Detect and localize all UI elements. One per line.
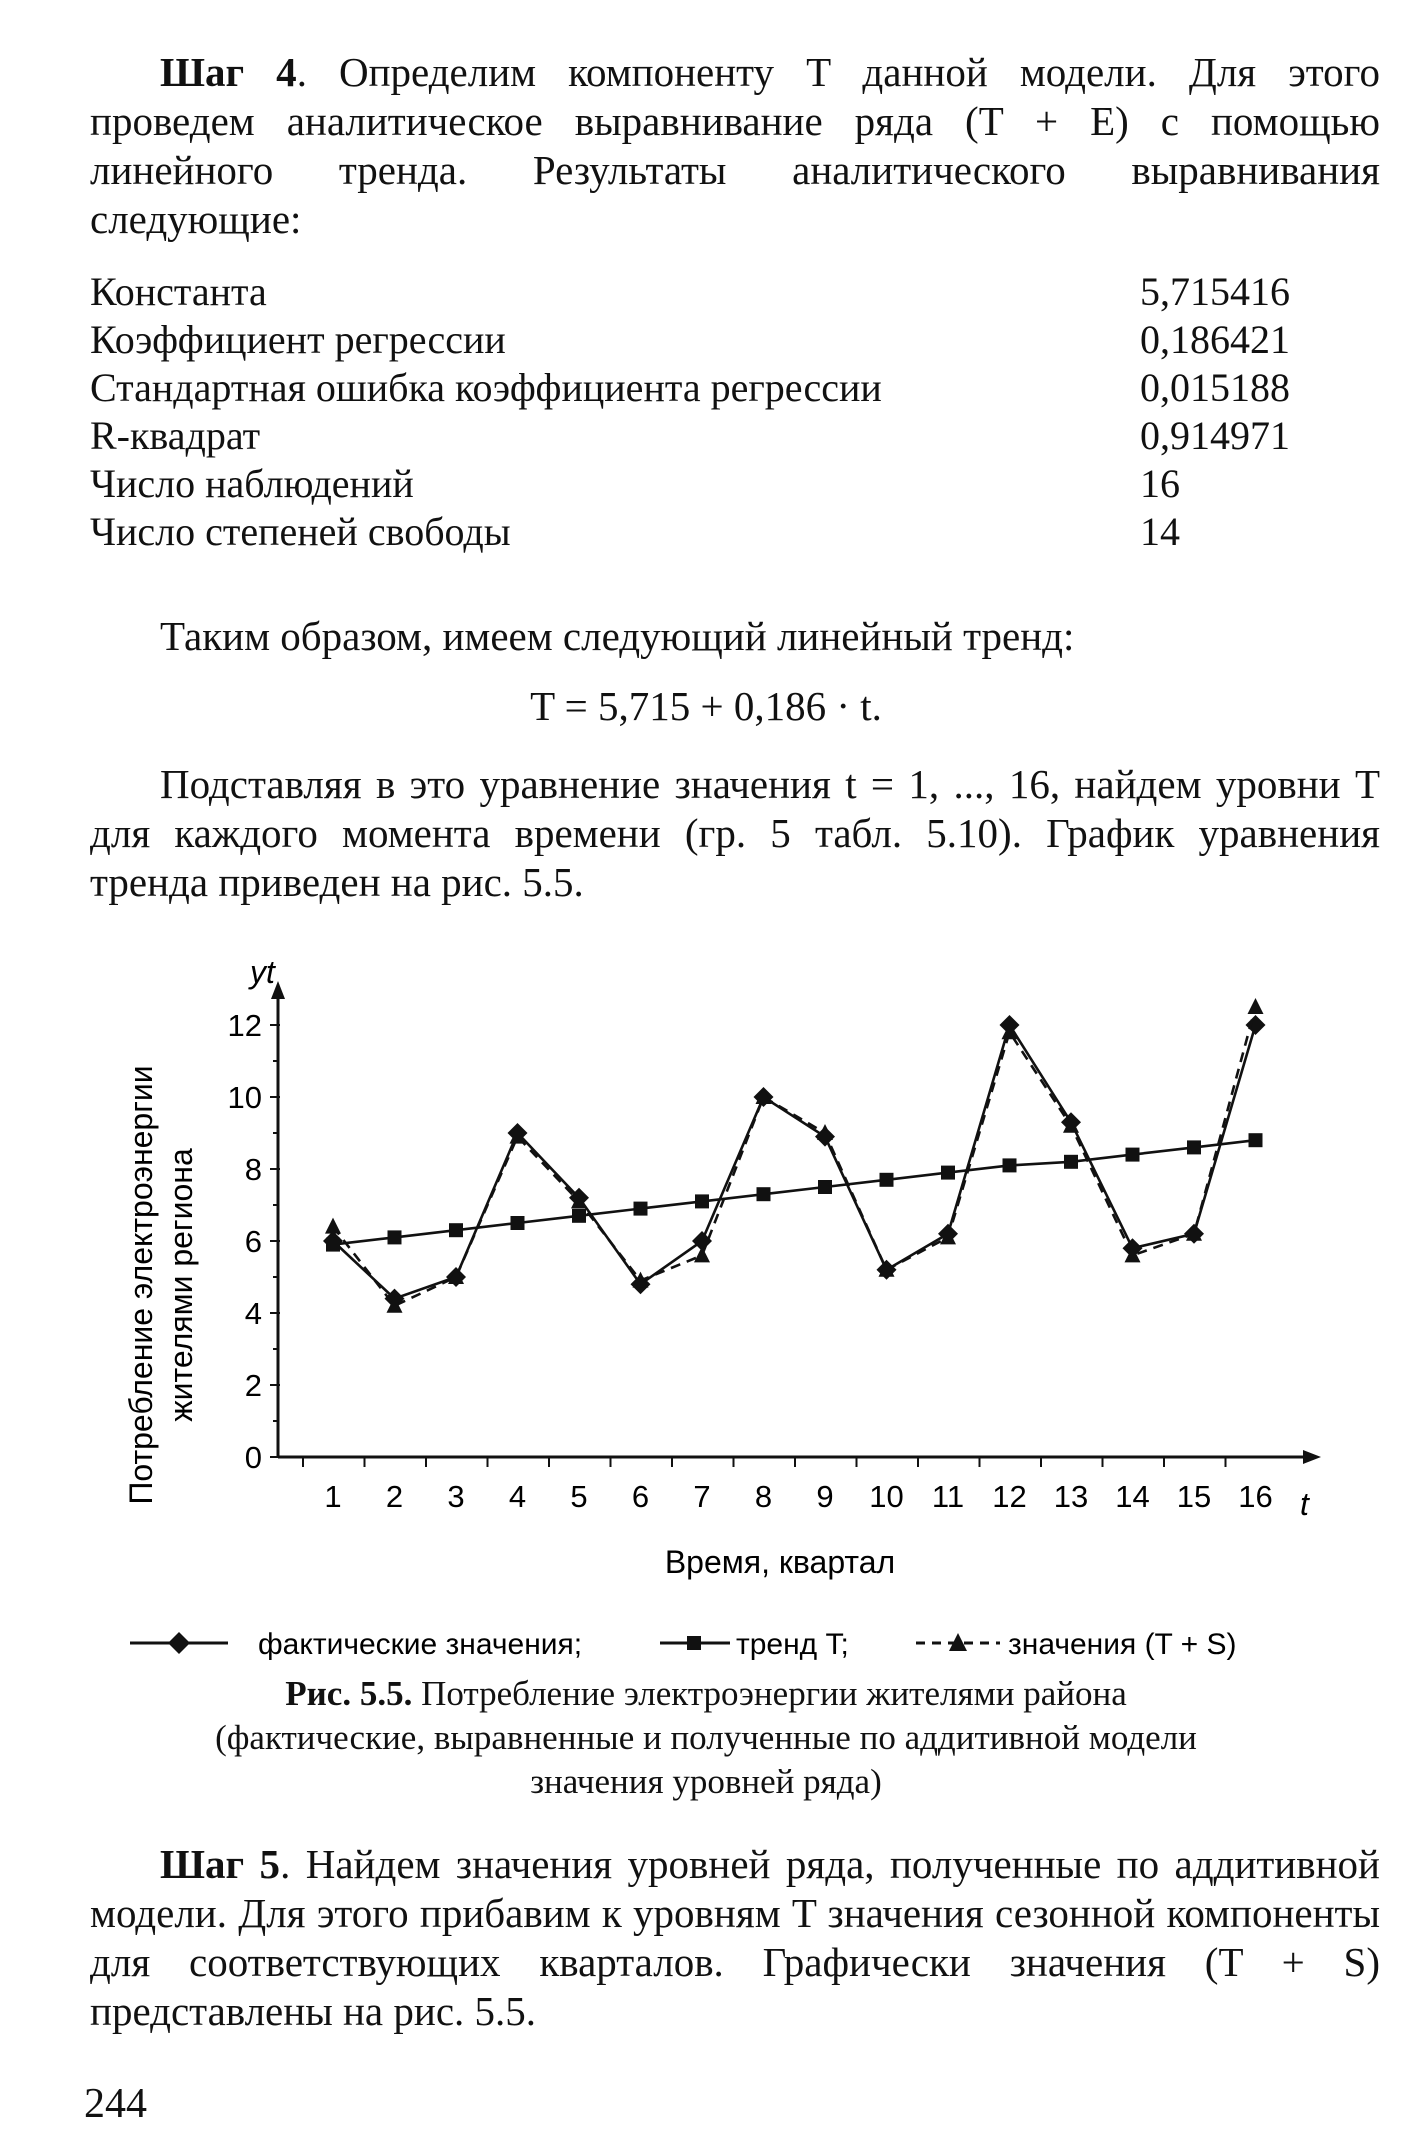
stat-label: Константа (90, 269, 267, 314)
trend-formula: T = 5,715 + 0,186 · t. (530, 683, 882, 729)
step4-paragraph (90, 48, 1380, 244)
substitution-paragraph: Подставляя в это уравнение значения t = 1, ..., 16, найдем уровни T для каждого момента времени (гр. 5 табл. 5.10). График уравнения тренда приведен на рис. 5.5. (90, 761, 1380, 905)
legend-ts-text: значения (T + S) (1008, 1628, 1237, 1661)
x-tick-label: 12 (992, 1479, 1027, 1514)
x-tick-label: 10 (869, 1479, 904, 1514)
stat-row (90, 460, 1320, 508)
caption-line1-text: Потребление электроэнергии жителями района (421, 1674, 1127, 1713)
figure-caption (0, 1672, 1412, 1804)
y-tick-label: 10 (227, 1080, 262, 1115)
x-tick-label: 1 (324, 1479, 342, 1514)
data-point (694, 1246, 710, 1262)
step5-text: . Найдем значения уровней ряда, полученные по аддитивной модели. Для этого прибавим к уровням T значения сезонной компоненты для соответствующих кварталов. Графически значения (T + S) представлены на рис. 5.5. (90, 1841, 1380, 2034)
x-tick-label: 11 (931, 1479, 965, 1514)
stat-label: R-квадрат (90, 413, 261, 458)
x-tick-label: 15 (1176, 1479, 1212, 1514)
stat-label: Число наблюдений (90, 461, 414, 506)
data-point (326, 1238, 340, 1252)
data-point (1248, 998, 1264, 1014)
x-tick-label: 7 (693, 1479, 711, 1514)
x-tick-label: 9 (816, 1479, 834, 1514)
x-tick-label: 4 (508, 1479, 527, 1514)
stat-label: Стандартная ошибка коэффициента регрессии (90, 365, 882, 410)
data-point (695, 1194, 709, 1208)
chart-legend (0, 1618, 1412, 1668)
stat-row (90, 316, 1320, 364)
stat-value: 0,914971 (1140, 413, 1290, 458)
data-point (634, 1202, 648, 1216)
figure-5-5 (0, 935, 1412, 1655)
caption-label: Рис. 5.5. (285, 1674, 413, 1713)
data-point (1003, 1158, 1017, 1172)
chart-svg (0, 935, 1412, 1655)
series-line (333, 1140, 1256, 1244)
x-tick-label: 8 (754, 1479, 773, 1514)
stat-value: 14 (1140, 509, 1180, 554)
y-tick-label: 12 (227, 1008, 262, 1043)
y-tick-label: 2 (244, 1368, 262, 1403)
x-tick-label: 3 (447, 1479, 465, 1514)
legend-svg (0, 1618, 1412, 1668)
y-tick-label: 8 (244, 1152, 262, 1187)
x-axis-arrow-icon (1303, 1450, 1321, 1464)
stat-value: 0,186421 (1140, 317, 1290, 362)
y-axis-label-line2: жителями региона (163, 1148, 199, 1422)
legend-item-ts (916, 1628, 1237, 1661)
y-axis-label-line1: Потребление электроэнергии (123, 1065, 159, 1505)
stat-value: 16 (1140, 461, 1180, 506)
data-point (388, 1230, 402, 1244)
y-axis-symbol: yt (250, 954, 275, 990)
data-point (757, 1187, 771, 1201)
page-number: 244 (84, 2081, 147, 2127)
x-tick-label: 6 (631, 1479, 650, 1514)
caption-line1 (0, 1672, 1412, 1716)
step5-paragraph (90, 1840, 1380, 2036)
x-tick-label: 13 (1053, 1479, 1089, 1514)
legend-actual-text: фактические значения; (258, 1628, 583, 1661)
y-tick-label: 6 (244, 1224, 262, 1259)
x-axis-label: Время, квартал (664, 1544, 896, 1580)
data-point (1126, 1148, 1140, 1162)
x-axis-symbol: t (1300, 1486, 1309, 1522)
stat-label: Число степеней свободы (90, 509, 511, 554)
legend-item-trend (660, 1628, 849, 1661)
y-tick-label: 4 (244, 1296, 262, 1331)
x-tick-label: 2 (385, 1479, 404, 1514)
series-layer (323, 998, 1266, 1313)
regression-results (90, 268, 1320, 556)
stat-value: 0,015188 (1140, 365, 1290, 410)
x-tick-label: 16 (1238, 1479, 1273, 1514)
data-point (1187, 1140, 1201, 1154)
stat-row (90, 412, 1320, 460)
data-point (818, 1180, 832, 1194)
series-0 (323, 1015, 1266, 1309)
data-point (1246, 1015, 1266, 1035)
data-point (1249, 1133, 1263, 1147)
caption-line3: значения уровней ряда) (530, 1762, 882, 1801)
trend-intro: Таким образом, имеем следующий линейный тренд: (160, 613, 1075, 659)
data-point (325, 1218, 341, 1234)
caption-line2: (фактические, выравненные и полученные по аддитивной модели (215, 1718, 1197, 1757)
data-point (880, 1173, 894, 1187)
data-point (572, 1209, 586, 1223)
stat-label: Коэффициент регрессии (90, 317, 506, 362)
stat-value: 5,715416 (1140, 269, 1290, 314)
data-point (449, 1223, 463, 1237)
square-marker-icon (687, 1636, 701, 1650)
legend-item-actual (130, 1628, 582, 1661)
x-tick-label: 14 (1115, 1479, 1150, 1514)
step4-label: Шаг 4 (160, 49, 297, 95)
series-line (333, 1025, 1256, 1299)
stat-row (90, 508, 1320, 556)
stat-row (90, 268, 1320, 316)
y-tick-label: 0 (244, 1440, 262, 1475)
data-point (941, 1166, 955, 1180)
data-point (1064, 1155, 1078, 1169)
legend-trend-text: тренд T; (736, 1628, 849, 1661)
step4-text: . Определим компоненту T данной модели. Для этого проведем аналитическое выравнивание ряда (T + E) с помощью линейного тренда. Результаты аналитического выравнивания следующие: (90, 49, 1380, 242)
x-tick-label: 5 (570, 1479, 588, 1514)
step5-label: Шаг 5 (160, 1841, 281, 1887)
data-point (511, 1216, 525, 1230)
diamond-marker-icon (168, 1632, 190, 1654)
stat-row (90, 364, 1320, 412)
